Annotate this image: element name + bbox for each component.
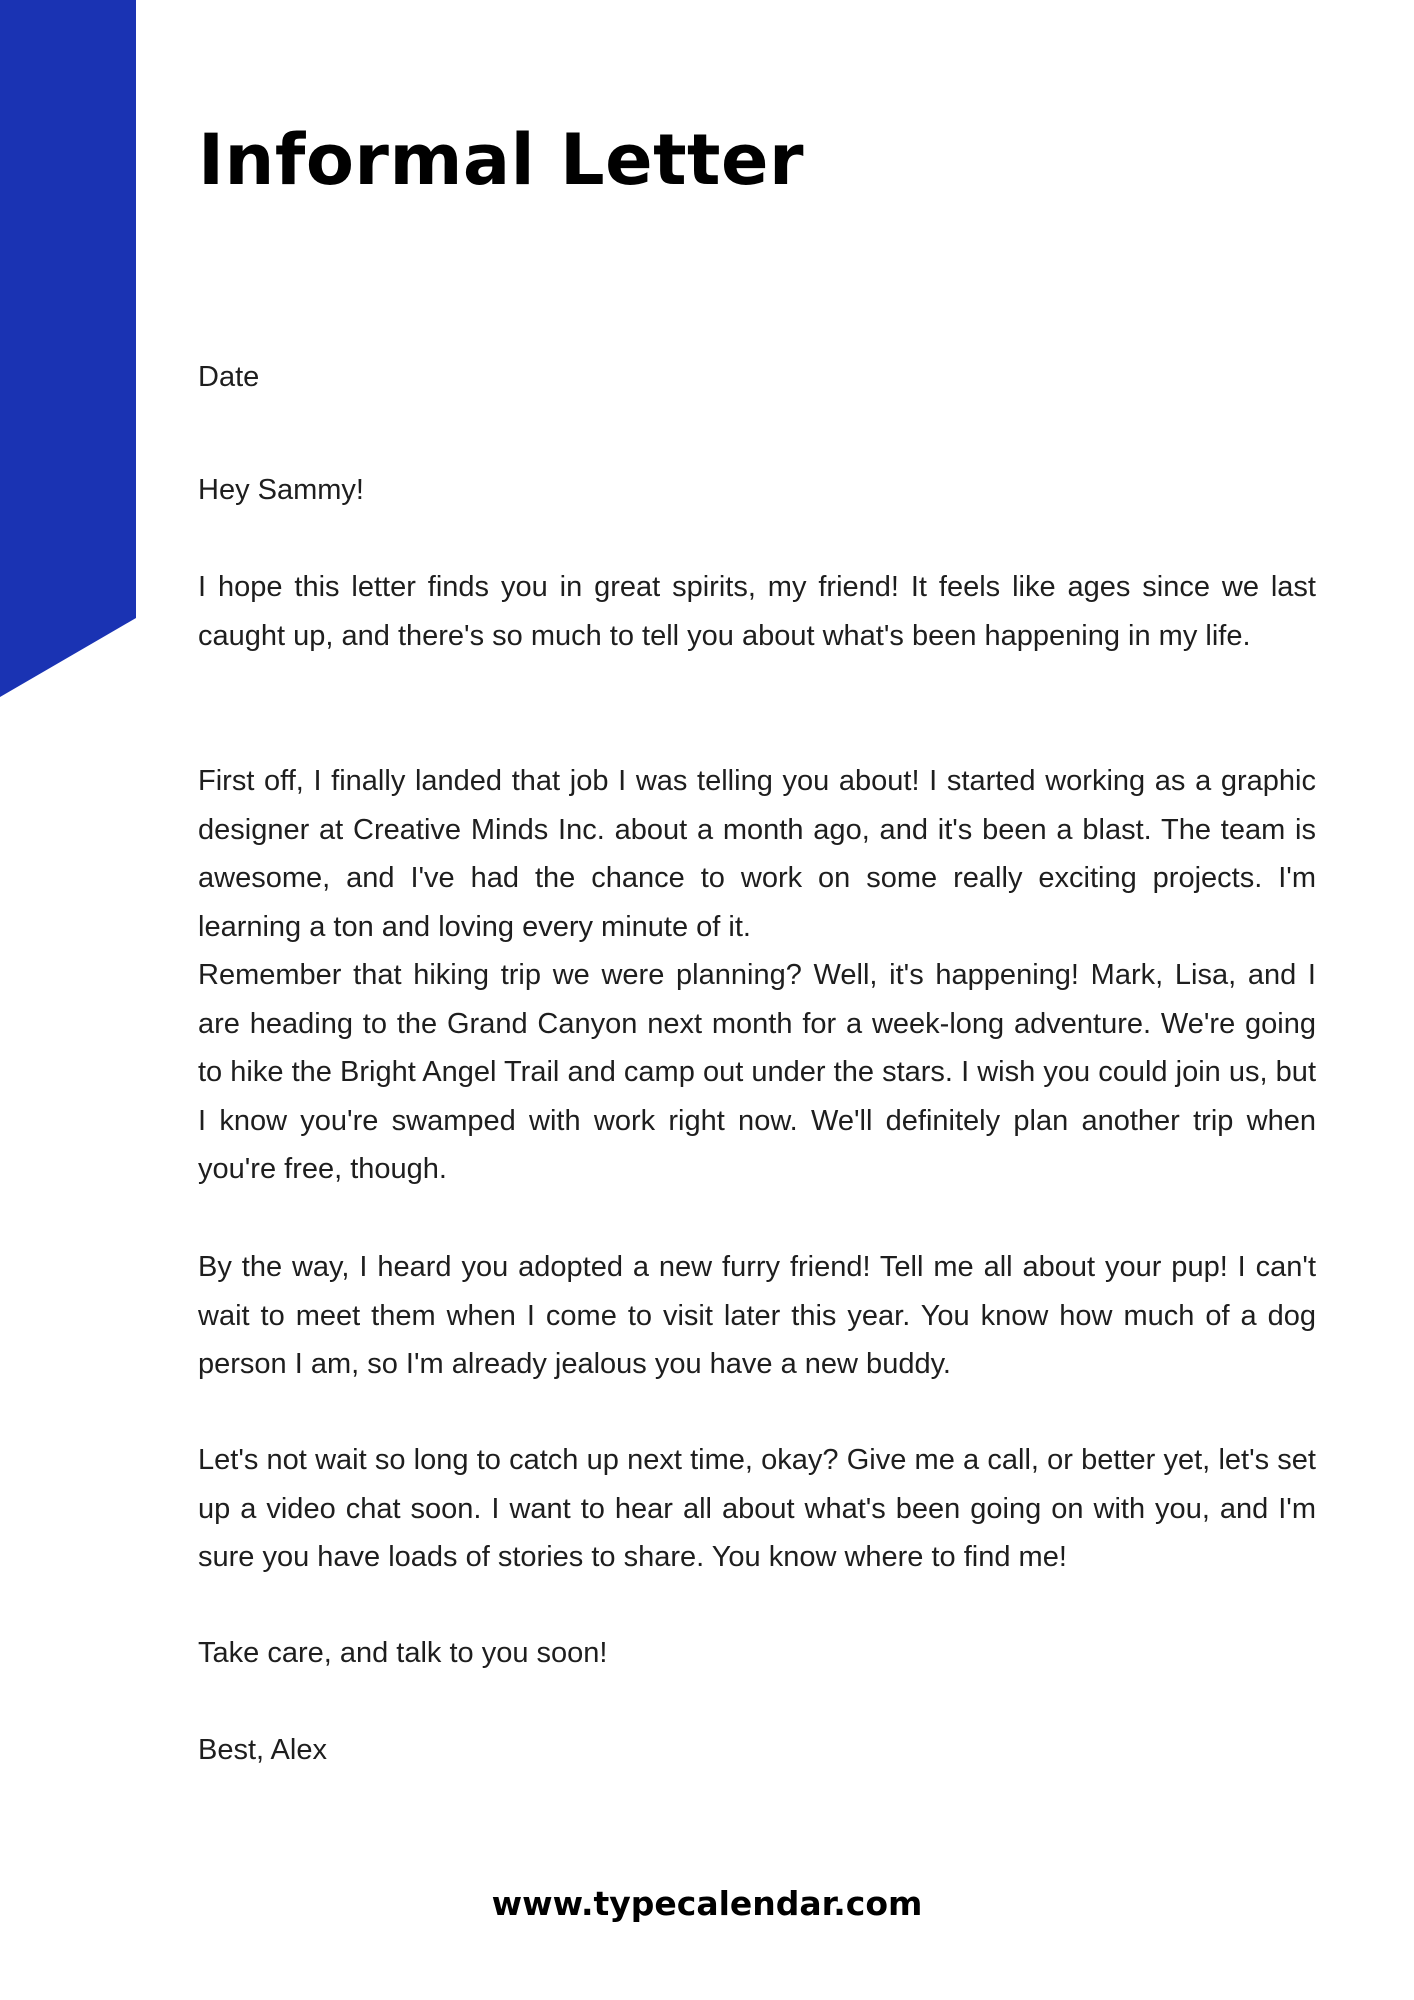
footer-website: www.typecalendar.com <box>491 1884 923 1923</box>
letter-paragraph-3 <box>198 951 1316 1194</box>
letter-paragraph-2 <box>198 757 1316 951</box>
paragraph-text: I hope this letter finds you in great spirits, my friend! It feels like ages since we last caught up, and there's so much to tell you about what's been happening in my life. <box>198 571 1316 652</box>
paragraph-text: Remember that hiking trip we were planning? Well, it's happening! Mark, Lisa, and I are heading to the Grand Canyon next month for a week-long adventure. We're going to hike the Bright Angel Trail and camp out under the stars. I wish you could join us, but I know you're swamped with work right now. We'll definitely plan another trip when you're free, though. <box>198 959 1316 1185</box>
blue-accent-banner <box>0 0 136 700</box>
letter-paragraph-4 <box>198 1243 1316 1389</box>
closing-line: Take care, and talk to you soon! <box>198 1637 608 1669</box>
paragraph-text: By the way, I heard you adopted a new furry friend! Tell me all about your pup! I can't wait to meet them when I come to visit later this year. You know how much of a dog person I am, so I'm already jealous you have a new buddy. <box>198 1251 1316 1380</box>
letter-paragraph-5 <box>198 1436 1316 1582</box>
page-title: Informal Letter <box>198 119 804 201</box>
greeting: Hey Sammy! <box>198 474 364 506</box>
signature: Best, Alex <box>198 1734 327 1766</box>
date-label: Date <box>198 361 260 393</box>
letter-paragraph-1 <box>198 563 1316 660</box>
paragraph-text: First off, I finally landed that job I was telling you about! I started working as a graphic designer at Creative Minds Inc. about a month ago, and it's been a blast. The team is awesome, and I've had the chance to work on some really exciting projects. I'm learning a ton and loving every minute of it. <box>198 765 1316 943</box>
paragraph-text: Let's not wait so long to catch up next time, okay? Give me a call, or better yet, let's set up a video chat soon. I want to hear all about what's been going on with you, and I'm sure you have loads of stories to share. You know where to find me! <box>198 1444 1316 1573</box>
